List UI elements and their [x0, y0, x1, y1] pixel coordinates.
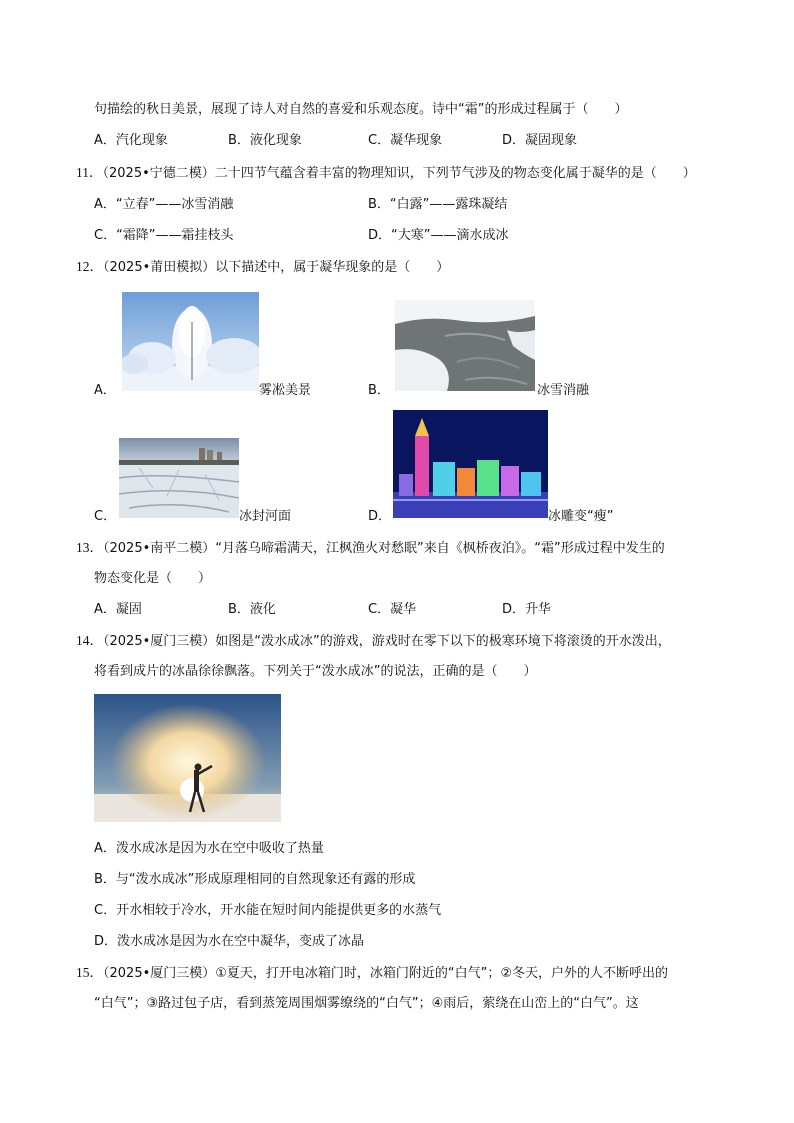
- q14-stem: 如图是“泼水成冰”的游戏，游戏时在零下以下的极寒环境下将滚烫的开水泼出，: [215, 634, 671, 649]
- q15-stem-line: [76, 964, 668, 983]
- q14-number: 14．: [76, 633, 103, 648]
- q15-source: （2025•厦门三模）: [103, 966, 216, 981]
- q11-option-d[interactable]: D．“大寒”——滴水成冰: [368, 228, 509, 243]
- q15-number: 15．: [76, 965, 103, 980]
- q11-stem-line: [76, 164, 696, 183]
- q12-stem-line: [76, 258, 449, 277]
- q13-option-c[interactable]: C．凝华: [368, 602, 417, 617]
- q11-number: 11．: [76, 165, 103, 180]
- q14-stem-line: [76, 632, 671, 651]
- q14-source: （2025•厦门三模）: [103, 634, 216, 649]
- ice-sculpture-image: [393, 410, 548, 518]
- q14-stem-line-2: 将看到成片的冰晶徐徐飘落。下列关于“泼水成冰”的说法，正确的是（ ）: [94, 664, 537, 679]
- q13-option-d[interactable]: D．升华: [502, 602, 552, 617]
- q11-option-b[interactable]: B．“白露”——露珠凝结: [368, 197, 508, 212]
- q11-source: （2025•宁德二模）: [102, 166, 215, 181]
- q12-source: （2025•莆田模拟）: [103, 260, 216, 275]
- q11-stem: 二十四节气蕴含着丰富的物理知识，下列节气涉及的物态变化属于凝华的是（ ）: [214, 166, 696, 181]
- q13-option-a[interactable]: A．凝固: [94, 602, 142, 617]
- rime-scene-image: [122, 292, 259, 391]
- q13-stem-line-2: 物态变化是（ ）: [94, 571, 212, 586]
- q12-option-c-caption: 冰封河面: [239, 509, 292, 524]
- q12-option-d-letter[interactable]: D．: [368, 509, 392, 524]
- q12-stem: 以下描述中，属于凝华现象的是（ ）: [215, 260, 450, 275]
- q14-option-b[interactable]: B．与“泼水成冰”形成原理相同的自然现象还有露的形成: [94, 872, 416, 887]
- q14-option-a[interactable]: A．泼水成冰是因为水在空中吸收了热量: [94, 841, 324, 856]
- q14-option-d[interactable]: D．泼水成冰是因为水在空中凝华，变成了冰晶: [94, 934, 365, 949]
- frozen-river-image: [119, 438, 239, 518]
- q13-source: （2025•南平二模）: [103, 541, 216, 556]
- q12-option-b-caption: 冰雪消融: [537, 383, 590, 398]
- q14-option-c[interactable]: C．开水相较于冷水，开水能在短时间内能提供更多的水蒸气: [94, 903, 442, 918]
- q12-option-c-letter[interactable]: C．: [94, 509, 117, 524]
- q13-stem: “月落乌啼霜满天，江枫渔火对愁眠”来自《枫桥夜泊》。“霜”形成过程中发生的: [215, 541, 665, 556]
- q10-option-b[interactable]: B．液化现象: [228, 133, 302, 148]
- q15-stem: ①夏天，打开电冰箱门时，冰箱门附近的“白气”；②冬天，户外的人不断呼出的: [215, 966, 669, 981]
- q12-option-a-letter[interactable]: A．: [94, 383, 116, 398]
- q11-option-c[interactable]: C．“霜降”——霜挂枝头: [94, 228, 234, 243]
- q12-option-d-caption: 冰雕变“瘦”: [548, 509, 614, 524]
- q11-option-a[interactable]: A．“立春”——冰雪消融: [94, 197, 234, 212]
- melting-ice-image: [395, 300, 535, 391]
- q10-stem-continuation: 句描绘的秋日美景，展现了诗人对自然的喜爱和乐观态度。诗中“霜”的形成过程属于（ ）: [94, 102, 628, 117]
- q12-number: 12．: [76, 259, 103, 274]
- q15-stem-line-2: “白气”；③路过包子店，看到蒸笼周围烟雾缭绕的“白气”；④雨后，萦绕在山峦上的“白气”。这: [94, 996, 639, 1011]
- q10-option-a[interactable]: A．汽化现象: [94, 133, 168, 148]
- q13-stem-line: [76, 539, 665, 558]
- q12-option-b-letter[interactable]: B．: [368, 383, 390, 398]
- q12-option-a-caption: 雾凇美景: [259, 383, 312, 398]
- q10-option-c[interactable]: C．凝华现象: [368, 133, 443, 148]
- q13-number: 13．: [76, 540, 103, 555]
- q10-option-d[interactable]: D．凝固现象: [502, 133, 578, 148]
- q13-option-b[interactable]: B．液化: [228, 602, 276, 617]
- water-to-ice-image: [94, 694, 281, 822]
